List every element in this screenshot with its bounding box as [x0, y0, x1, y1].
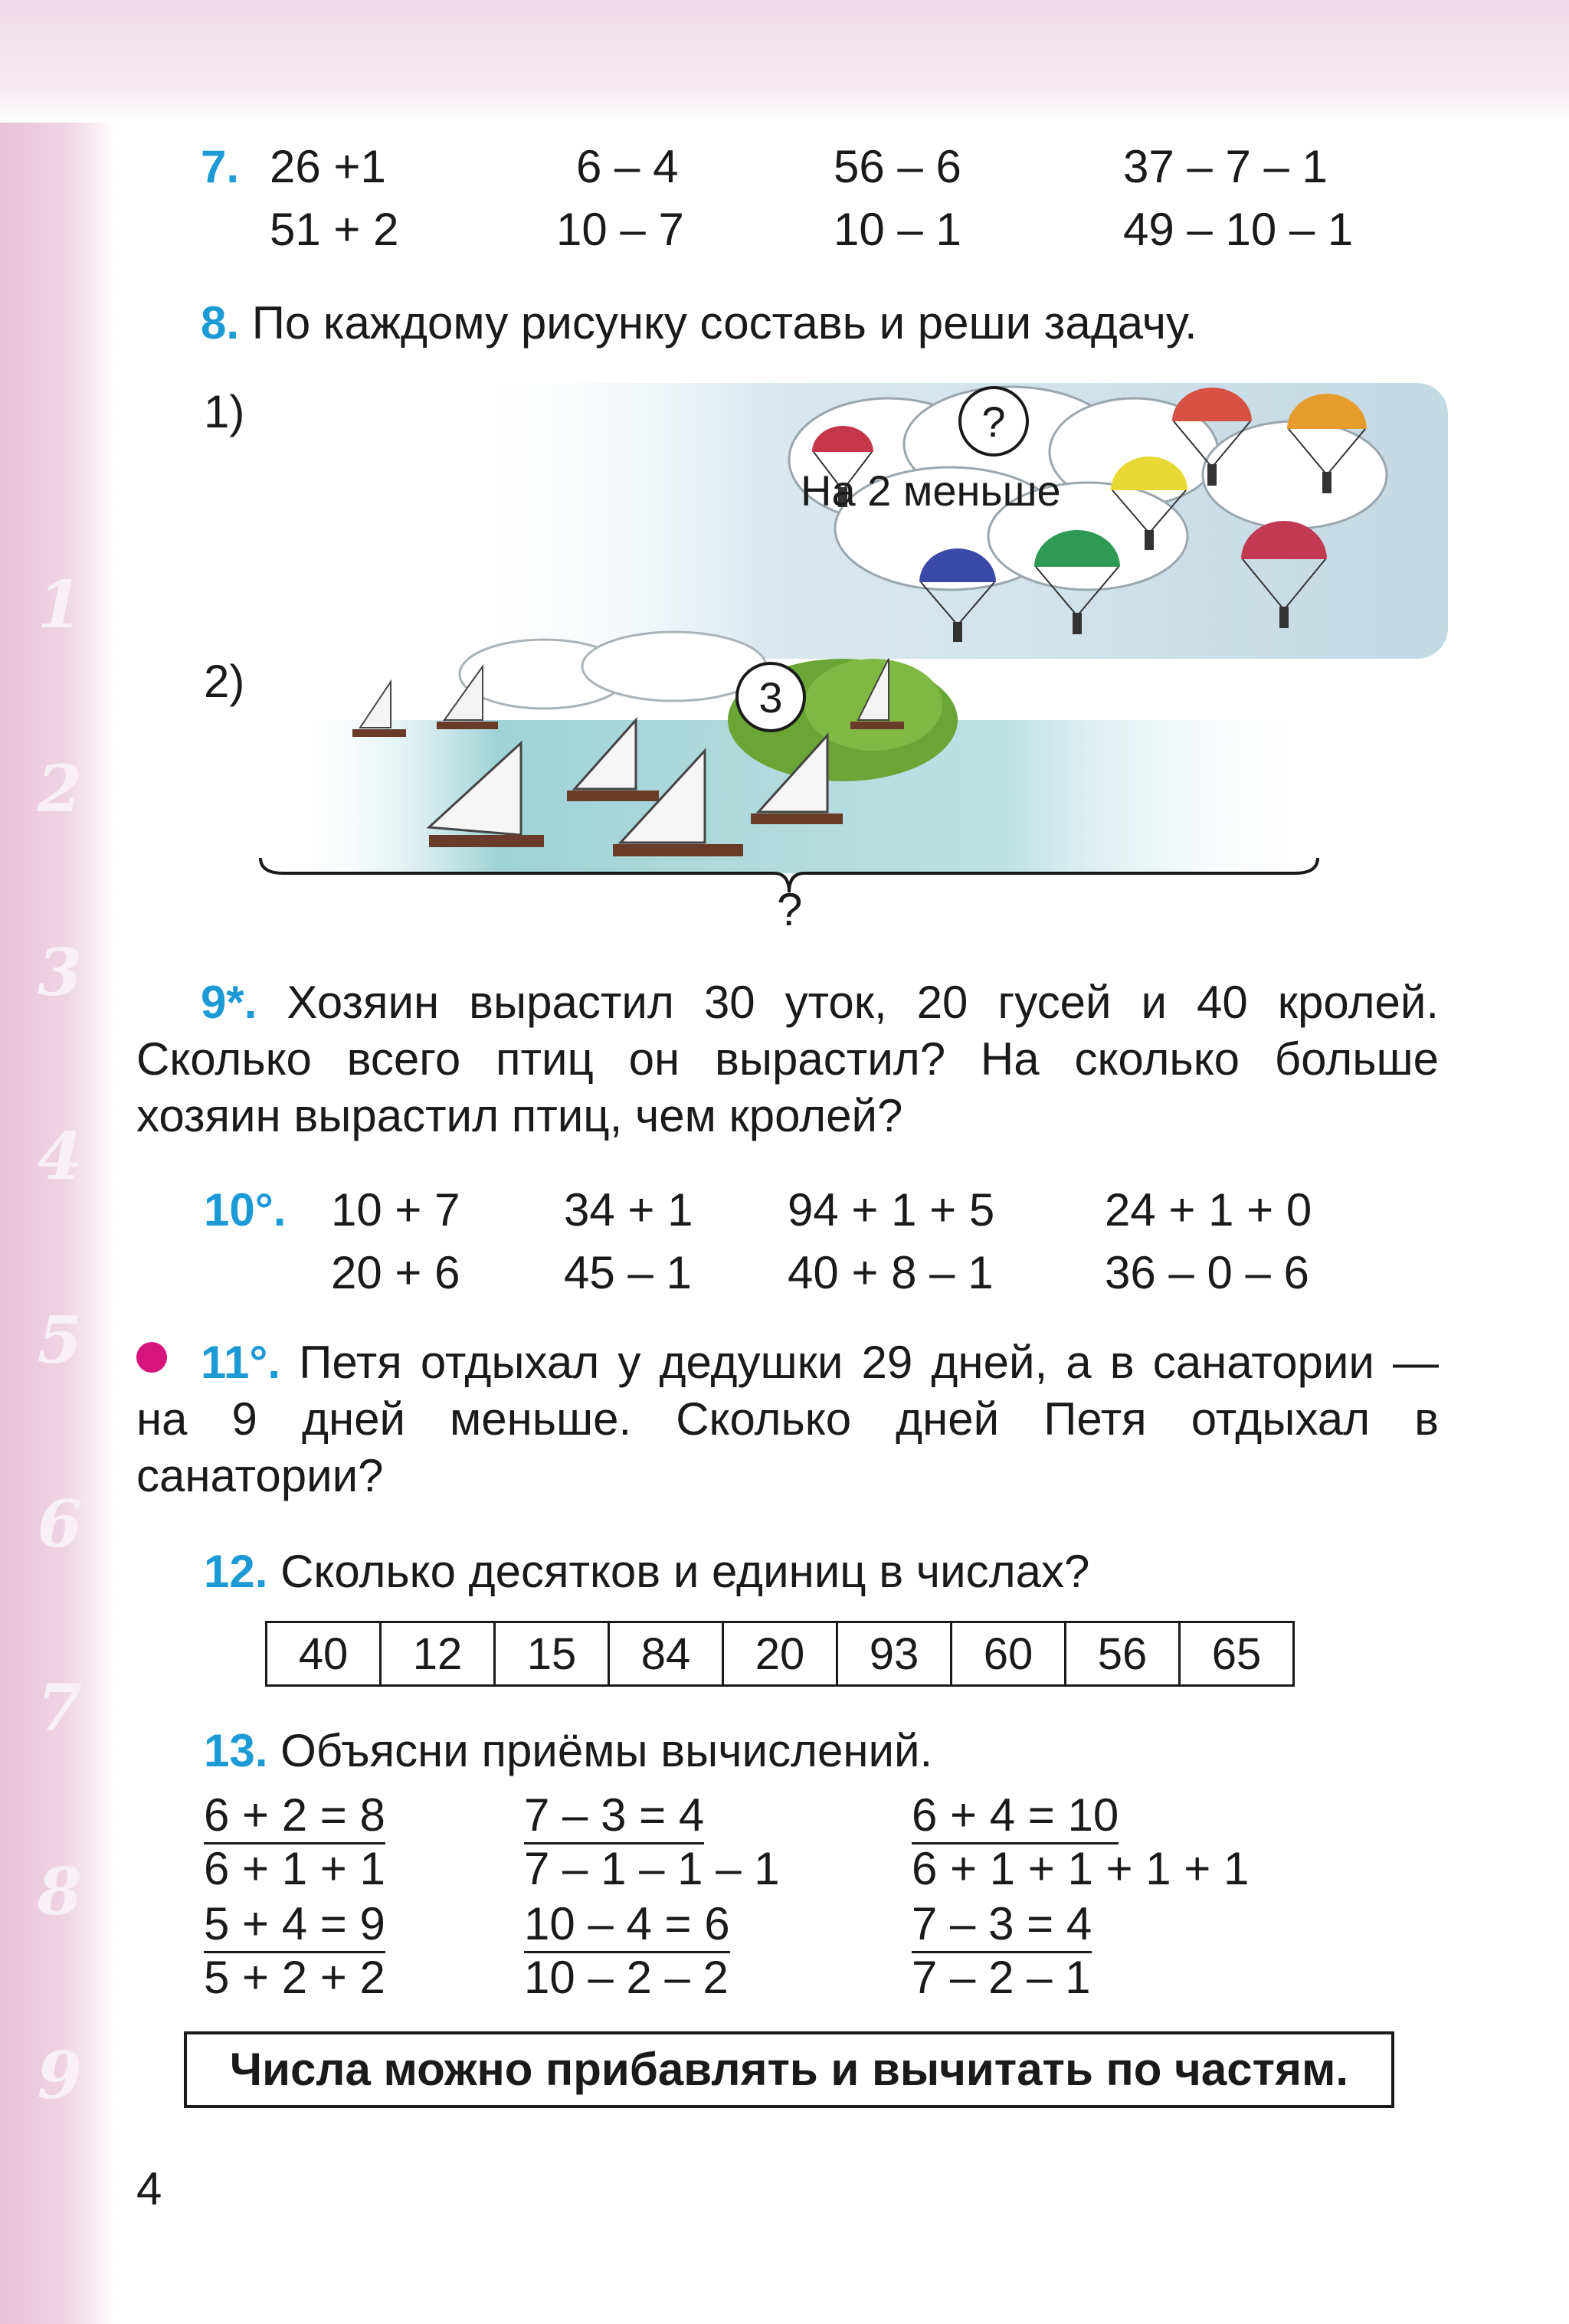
ex13-expr: 6 + 4 = 10	[912, 1792, 1119, 1838]
exercise-8-number: 8.	[201, 297, 240, 349]
ex13-expr: 6 + 1 + 1	[204, 1843, 385, 1894]
ex13-expr: 7 – 1 – 1 – 1	[524, 1843, 780, 1894]
chapter-sidebar	[0, 123, 115, 2324]
side-number: 2	[37, 751, 83, 826]
numbers-table	[265, 1621, 1295, 1687]
picture-1-label: 1)	[204, 386, 245, 437]
ex7-expr: 6 – 4	[576, 141, 679, 192]
exercise-13-text: Объясни приёмы вычислений.	[280, 1725, 933, 1776]
side-number: 5	[37, 1302, 83, 1378]
exercise-9-number: 9*.	[201, 977, 257, 1028]
number-cell: 15	[495, 1622, 609, 1686]
ex7-expr: 56 – 6	[834, 141, 961, 192]
number-cell: 93	[837, 1622, 952, 1686]
number-cell: 12	[381, 1622, 495, 1686]
ex10-expr: 10 + 7	[331, 1184, 460, 1236]
number-cell: 84	[609, 1622, 723, 1686]
side-number: 6	[37, 1486, 83, 1562]
exercise-11	[136, 1334, 1439, 1504]
rule-box: Числа можно прибавлять и вычитать по частям.	[184, 2031, 1394, 2108]
picture-2-label: 2)	[204, 656, 245, 707]
side-number: 1	[37, 567, 83, 643]
side-number: 7	[37, 1670, 83, 1746]
exercise-8	[201, 297, 1197, 349]
sailboats-illustration	[291, 628, 1318, 873]
exercise-13-number: 13.	[204, 1725, 268, 1776]
ex13-expr: 7 – 2 – 1	[912, 1952, 1091, 2003]
exercise-12	[204, 1546, 1090, 1597]
side-number: 4	[37, 1118, 83, 1194]
exercise-9-text: Хозяин вырастил 30 уток, 20 гусей и 40 кролей. Сколько всего птиц он вырастил? На сколько больше хозяин вырастил птиц, чем кролей?	[136, 977, 1440, 1141]
parachutes-illustration	[460, 375, 1448, 666]
ex13-expr: 10 – 4 = 6	[524, 1901, 730, 1947]
ex7-expr: 37 – 7 – 1	[1123, 141, 1328, 192]
ex13-expr: 5 + 2 + 2	[204, 1952, 385, 2003]
number-cell: 56	[1066, 1622, 1180, 1686]
exercise-13	[204, 1725, 933, 1776]
cloud	[460, 632, 766, 709]
number-cell: 40	[267, 1622, 381, 1686]
boat-count: 3	[758, 673, 783, 722]
ex13-expr: 5 + 4 = 9	[204, 1901, 385, 1947]
ex10-expr: 24 + 1 + 0	[1105, 1184, 1312, 1236]
exercise-11-text: Петя отдыхал у дедушки 29 дней, а в санатории — на 9 дней меньше. Сколько дней Петя отдыхал в санатории?	[136, 1337, 1440, 1501]
exercise-9	[136, 974, 1439, 1144]
number-cell: 65	[1180, 1622, 1294, 1686]
ex13-expr: 6 + 2 = 8	[204, 1792, 385, 1838]
ex10-expr: 45 – 1	[564, 1247, 692, 1298]
ex13-expr: 7 – 3 = 4	[912, 1901, 1092, 1947]
ex7-expr: 49 – 10 – 1	[1123, 204, 1354, 255]
side-number: 3	[37, 935, 83, 1010]
ex7-expr: 26 +1	[270, 141, 386, 192]
ex7-expr: 51 + 2	[270, 204, 399, 255]
number-cell: 60	[952, 1622, 1066, 1686]
ex10-expr: 20 + 6	[331, 1247, 460, 1298]
ex7-expr: 10 – 1	[834, 204, 961, 255]
less-by-2-label: На 2 меньше	[801, 466, 1061, 515]
ex10-expr: 40 + 8 – 1	[788, 1247, 994, 1298]
exercise-7-number: 7.	[201, 141, 240, 192]
ex13-expr: 7 – 3 = 4	[524, 1792, 704, 1838]
exercise-8-text: По каждому рисунку составь и реши задачу.	[251, 297, 1197, 349]
page-number: 4	[136, 2163, 162, 2214]
ex13-expr: 6 + 1 + 1 + 1 + 1	[912, 1843, 1250, 1894]
ex10-expr: 34 + 1	[564, 1184, 693, 1236]
top-band	[0, 0, 1569, 123]
side-number: 8	[37, 1854, 83, 1930]
exercise-12-number: 12.	[204, 1546, 268, 1597]
ex10-expr: 36 – 0 – 6	[1105, 1247, 1309, 1298]
ex10-expr: 94 + 1 + 5	[788, 1184, 995, 1236]
exercise-12-text: Сколько десятков и единиц в числах?	[280, 1546, 1090, 1597]
side-number: 9	[37, 2038, 83, 2113]
number-cell: 20	[723, 1622, 837, 1686]
question-mark: ?	[981, 398, 1006, 446]
ex13-expr: 10 – 2 – 2	[524, 1952, 729, 2003]
exercise-10-number: 10°.	[204, 1184, 287, 1236]
exercise-11-number: 11°.	[201, 1337, 281, 1388]
ex7-expr: 10 – 7	[556, 204, 684, 255]
brace-question: ?	[777, 884, 803, 935]
